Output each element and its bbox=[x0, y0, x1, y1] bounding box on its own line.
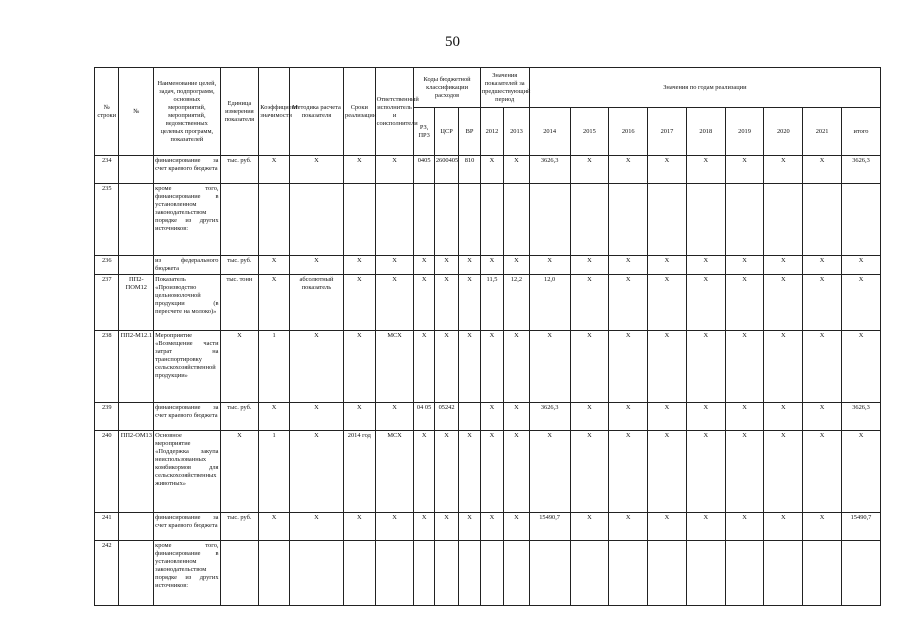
cell-val-total: 15490,7 bbox=[842, 513, 881, 541]
cell-val-2015: X bbox=[570, 156, 609, 184]
cell-val-2018: X bbox=[686, 275, 725, 331]
cell-val-2017: X bbox=[648, 256, 687, 275]
header-year-2019: 2019 bbox=[725, 108, 764, 156]
header-year-2016: 2016 bbox=[609, 108, 648, 156]
cell-number: ПП2-ПОМ12 bbox=[119, 275, 154, 331]
cell-vr: X bbox=[459, 431, 480, 513]
cell-vr: 810 bbox=[459, 156, 480, 184]
cell-method: X bbox=[289, 403, 343, 431]
header-row-number: № строки bbox=[95, 68, 119, 156]
cell-val-2013: X bbox=[504, 513, 530, 541]
cell-val-2018 bbox=[686, 541, 725, 606]
header-year-2012: 2012 bbox=[480, 108, 503, 156]
cell-val-2012 bbox=[480, 184, 503, 256]
cell-csr: X bbox=[434, 256, 458, 275]
cell-val-2013: X bbox=[504, 156, 530, 184]
cell-val-2015 bbox=[570, 184, 609, 256]
cell-val-total: X bbox=[842, 256, 881, 275]
cell-coefficient bbox=[259, 184, 290, 256]
cell-coefficient: X bbox=[259, 275, 290, 331]
cell-row-number: 242 bbox=[95, 541, 119, 606]
cell-method: X bbox=[289, 156, 343, 184]
cell-val-2019: X bbox=[725, 431, 764, 513]
cell-coefficient: X bbox=[259, 256, 290, 275]
header-year-2014: 2014 bbox=[529, 108, 570, 156]
cell-csr: X bbox=[434, 431, 458, 513]
cell-val-2021: X bbox=[803, 156, 842, 184]
cell-val-2020: X bbox=[764, 275, 803, 331]
cell-vr bbox=[459, 184, 480, 256]
cell-val-2014 bbox=[529, 184, 570, 256]
table-body bbox=[95, 156, 881, 606]
cell-val-total bbox=[842, 184, 881, 256]
page-number: 50 bbox=[445, 34, 460, 50]
cell-method: X bbox=[289, 431, 343, 513]
cell-executor: X bbox=[375, 403, 414, 431]
cell-unit: X bbox=[220, 331, 259, 403]
header-year-2017: 2017 bbox=[648, 108, 687, 156]
cell-terms: X bbox=[344, 403, 376, 431]
cell-unit: X bbox=[220, 431, 259, 513]
cell-val-2014: 12,0 bbox=[529, 275, 570, 331]
cell-val-2020 bbox=[764, 184, 803, 256]
cell-number bbox=[119, 403, 154, 431]
cell-val-2012: X bbox=[480, 431, 503, 513]
cell-unit bbox=[220, 184, 259, 256]
cell-method bbox=[289, 541, 343, 606]
cell-val-2016: X bbox=[609, 513, 648, 541]
cell-val-2016: X bbox=[609, 275, 648, 331]
cell-csr bbox=[434, 541, 458, 606]
header-terms: Сроки реализации bbox=[344, 68, 376, 156]
cell-val-2014: 3626,3 bbox=[529, 403, 570, 431]
cell-val-total: X bbox=[842, 275, 881, 331]
cell-val-2016: X bbox=[609, 431, 648, 513]
cell-val-2013: X bbox=[504, 431, 530, 513]
cell-vr: X bbox=[459, 513, 480, 541]
cell-name: кроме того, финансирование в установленном законодательством порядке из других источников: bbox=[154, 541, 220, 606]
cell-val-2016: X bbox=[609, 256, 648, 275]
cell-rz bbox=[414, 541, 434, 606]
cell-executor: X bbox=[375, 156, 414, 184]
cell-csr bbox=[434, 184, 458, 256]
cell-val-2017: X bbox=[648, 513, 687, 541]
cell-val-2014 bbox=[529, 541, 570, 606]
header-year-2018: 2018 bbox=[686, 108, 725, 156]
cell-unit bbox=[220, 541, 259, 606]
cell-val-2013: X bbox=[504, 331, 530, 403]
cell-val-2018 bbox=[686, 184, 725, 256]
cell-name: финансирование за счет краевого бюджета bbox=[154, 403, 220, 431]
cell-name: кроме того, финансирование в установленном законодательством порядке из других источников: bbox=[154, 184, 220, 256]
cell-terms bbox=[344, 184, 376, 256]
cell-val-2021: X bbox=[803, 275, 842, 331]
header-total: итого bbox=[842, 108, 881, 156]
cell-unit: тыс. руб. bbox=[220, 256, 259, 275]
cell-val-2021 bbox=[803, 184, 842, 256]
cell-val-2018: X bbox=[686, 403, 725, 431]
cell-val-2019: X bbox=[725, 275, 764, 331]
header-method: Методика расчета показателя bbox=[289, 68, 343, 156]
cell-csr: X bbox=[434, 331, 458, 403]
table-row bbox=[95, 513, 881, 541]
cell-terms: X bbox=[344, 513, 376, 541]
cell-val-2015: X bbox=[570, 431, 609, 513]
cell-val-total: 3626,3 bbox=[842, 403, 881, 431]
cell-val-2019: X bbox=[725, 256, 764, 275]
cell-csr: 05242 bbox=[434, 403, 458, 431]
cell-val-2014: 3626,3 bbox=[529, 156, 570, 184]
cell-val-2020: X bbox=[764, 331, 803, 403]
cell-val-2017: X bbox=[648, 156, 687, 184]
cell-vr: X bbox=[459, 256, 480, 275]
cell-val-2015 bbox=[570, 541, 609, 606]
cell-name: из федерального бюджета bbox=[154, 256, 220, 275]
cell-rz: X bbox=[414, 275, 434, 331]
cell-val-2014: X bbox=[529, 331, 570, 403]
cell-val-2020 bbox=[764, 541, 803, 606]
cell-val-2017: X bbox=[648, 431, 687, 513]
table-row bbox=[95, 256, 881, 275]
cell-val-2020: X bbox=[764, 431, 803, 513]
cell-number bbox=[119, 541, 154, 606]
cell-val-2020: X bbox=[764, 256, 803, 275]
cell-row-number: 239 bbox=[95, 403, 119, 431]
cell-row-number: 234 bbox=[95, 156, 119, 184]
cell-val-2014: X bbox=[529, 431, 570, 513]
cell-val-2012: X bbox=[480, 513, 503, 541]
cell-executor: МСХ bbox=[375, 431, 414, 513]
cell-val-total: 3626,3 bbox=[842, 156, 881, 184]
cell-method bbox=[289, 184, 343, 256]
header-number: № bbox=[119, 68, 154, 156]
header-executor: Ответственный исполнитель и соисполнители bbox=[375, 68, 414, 156]
cell-val-2017: X bbox=[648, 403, 687, 431]
table-row bbox=[95, 541, 881, 606]
cell-val-2017: X bbox=[648, 331, 687, 403]
cell-val-2017 bbox=[648, 541, 687, 606]
header-year-2013: 2013 bbox=[504, 108, 530, 156]
cell-val-2016: X bbox=[609, 331, 648, 403]
cell-val-2015: X bbox=[570, 513, 609, 541]
cell-name: Показатель «Производство цельномолочной продукции (в пересчете на молоко)» bbox=[154, 275, 220, 331]
cell-val-2017: X bbox=[648, 275, 687, 331]
cell-val-2016 bbox=[609, 541, 648, 606]
cell-number bbox=[119, 156, 154, 184]
cell-val-2018: X bbox=[686, 256, 725, 275]
cell-method: X bbox=[289, 256, 343, 275]
cell-val-2018: X bbox=[686, 431, 725, 513]
cell-coefficient: X bbox=[259, 156, 290, 184]
header-year-2015: 2015 bbox=[570, 108, 609, 156]
cell-executor bbox=[375, 184, 414, 256]
cell-method: абсолютный показатель bbox=[289, 275, 343, 331]
cell-val-2016: X bbox=[609, 403, 648, 431]
cell-number: ПП2-М12.1 bbox=[119, 331, 154, 403]
cell-row-number: 241 bbox=[95, 513, 119, 541]
cell-val-2012: X bbox=[480, 403, 503, 431]
cell-val-2015: X bbox=[570, 331, 609, 403]
table-row bbox=[95, 184, 881, 256]
cell-val-total bbox=[842, 541, 881, 606]
cell-name: Мероприятие «Возмещение части затрат на транспортировку сельскохозяйственной продукции» bbox=[154, 331, 220, 403]
cell-rz: 04 05 bbox=[414, 403, 434, 431]
cell-val-2014: X bbox=[529, 256, 570, 275]
cell-number: ПП2-ОМ13 bbox=[119, 431, 154, 513]
cell-val-2015: X bbox=[570, 256, 609, 275]
cell-val-2019 bbox=[725, 184, 764, 256]
cell-val-2016: X bbox=[609, 156, 648, 184]
cell-csr: X bbox=[434, 275, 458, 331]
cell-val-2020: X bbox=[764, 403, 803, 431]
cell-val-2012 bbox=[480, 541, 503, 606]
cell-executor: X bbox=[375, 513, 414, 541]
cell-val-2015: X bbox=[570, 275, 609, 331]
cell-csr: X bbox=[434, 513, 458, 541]
cell-terms: X bbox=[344, 331, 376, 403]
cell-val-total: X bbox=[842, 431, 881, 513]
cell-number bbox=[119, 184, 154, 256]
cell-unit: тыс. руб. bbox=[220, 513, 259, 541]
cell-vr: X bbox=[459, 331, 480, 403]
cell-val-2021 bbox=[803, 541, 842, 606]
cell-row-number: 236 bbox=[95, 256, 119, 275]
header-prev-values: Значения показателей за предшествующий период bbox=[480, 68, 529, 108]
cell-val-2021: X bbox=[803, 403, 842, 431]
table-row bbox=[95, 331, 881, 403]
cell-val-2020: X bbox=[764, 156, 803, 184]
cell-rz: X bbox=[414, 513, 434, 541]
cell-terms: 2014 год bbox=[344, 431, 376, 513]
table-row bbox=[95, 431, 881, 513]
cell-terms: X bbox=[344, 275, 376, 331]
cell-coefficient: X bbox=[259, 403, 290, 431]
cell-row-number: 238 bbox=[95, 331, 119, 403]
cell-val-2012: 11,5 bbox=[480, 275, 503, 331]
cell-coefficient: X bbox=[259, 513, 290, 541]
cell-name: финансирование за счет краевого бюджета bbox=[154, 156, 220, 184]
cell-executor: X bbox=[375, 275, 414, 331]
cell-val-2013 bbox=[504, 541, 530, 606]
cell-val-2013 bbox=[504, 184, 530, 256]
header-year-values: Значения по годам реализации bbox=[529, 68, 880, 108]
cell-val-2017 bbox=[648, 184, 687, 256]
cell-rz: X bbox=[414, 431, 434, 513]
cell-val-2012: X bbox=[480, 331, 503, 403]
cell-csr: 2600405 bbox=[434, 156, 458, 184]
cell-val-2014: 15490,7 bbox=[529, 513, 570, 541]
cell-val-2018: X bbox=[686, 156, 725, 184]
cell-unit: тыс. тонн bbox=[220, 275, 259, 331]
cell-name: Основное мероприятие «Поддержка закупа неиспользованных комбикормов для сельскохозяйственных животных» bbox=[154, 431, 220, 513]
cell-method: X bbox=[289, 331, 343, 403]
cell-name: финансирование за счет краевого бюджета bbox=[154, 513, 220, 541]
cell-number bbox=[119, 513, 154, 541]
cell-method: X bbox=[289, 513, 343, 541]
header-unit: Единица измерения показателя bbox=[220, 68, 259, 156]
header-budget-codes: Коды бюджетной классификации расходов bbox=[414, 68, 480, 108]
cell-val-2018: X bbox=[686, 331, 725, 403]
cell-val-2019: X bbox=[725, 156, 764, 184]
cell-row-number: 237 bbox=[95, 275, 119, 331]
cell-coefficient bbox=[259, 541, 290, 606]
cell-executor: X bbox=[375, 256, 414, 275]
cell-val-2019 bbox=[725, 541, 764, 606]
cell-val-2013: X bbox=[504, 256, 530, 275]
header-year-2020: 2020 bbox=[764, 108, 803, 156]
cell-terms: X bbox=[344, 256, 376, 275]
cell-val-2012: X bbox=[480, 156, 503, 184]
cell-coefficient: 1 bbox=[259, 431, 290, 513]
cell-val-2021: X bbox=[803, 331, 842, 403]
header-vr: ВР bbox=[459, 108, 480, 156]
cell-number bbox=[119, 256, 154, 275]
cell-rz: X bbox=[414, 256, 434, 275]
cell-val-2018: X bbox=[686, 513, 725, 541]
cell-coefficient: 1 bbox=[259, 331, 290, 403]
cell-val-2012: X bbox=[480, 256, 503, 275]
cell-val-2015: X bbox=[570, 403, 609, 431]
table-row bbox=[95, 156, 881, 184]
cell-val-2019: X bbox=[725, 403, 764, 431]
cell-val-2019: X bbox=[725, 331, 764, 403]
cell-unit: тыс. руб. bbox=[220, 403, 259, 431]
cell-val-2021: X bbox=[803, 256, 842, 275]
cell-row-number: 235 bbox=[95, 184, 119, 256]
header-coefficient: Коэффициент значимости bbox=[259, 68, 290, 156]
table-row bbox=[95, 275, 881, 331]
cell-vr: X bbox=[459, 275, 480, 331]
cell-rz: X bbox=[414, 331, 434, 403]
cell-val-2021: X bbox=[803, 431, 842, 513]
cell-unit: тыс. руб. bbox=[220, 156, 259, 184]
cell-rz: 0405 bbox=[414, 156, 434, 184]
cell-terms: X bbox=[344, 156, 376, 184]
cell-executor bbox=[375, 541, 414, 606]
cell-terms bbox=[344, 541, 376, 606]
cell-rz bbox=[414, 184, 434, 256]
table-row bbox=[95, 403, 881, 431]
cell-val-2013: X bbox=[504, 403, 530, 431]
cell-row-number: 240 bbox=[95, 431, 119, 513]
cell-val-total: X bbox=[842, 331, 881, 403]
program-indicators-table bbox=[94, 67, 881, 606]
header-rz: РЗ, ПР3 bbox=[414, 108, 434, 156]
cell-val-2016 bbox=[609, 184, 648, 256]
cell-val-2021: X bbox=[803, 513, 842, 541]
header-year-2021: 2021 bbox=[803, 108, 842, 156]
cell-executor: МСХ bbox=[375, 331, 414, 403]
cell-val-2020: X bbox=[764, 513, 803, 541]
cell-val-2019: X bbox=[725, 513, 764, 541]
header-csr: ЦСР bbox=[434, 108, 458, 156]
cell-val-2013: 12,2 bbox=[504, 275, 530, 331]
cell-vr bbox=[459, 541, 480, 606]
cell-vr bbox=[459, 403, 480, 431]
header-name: Наименование целей, задач, подпрограмм, основных мероприятий, мероприятий, ведомственных целевых программ, показателей bbox=[154, 68, 220, 156]
